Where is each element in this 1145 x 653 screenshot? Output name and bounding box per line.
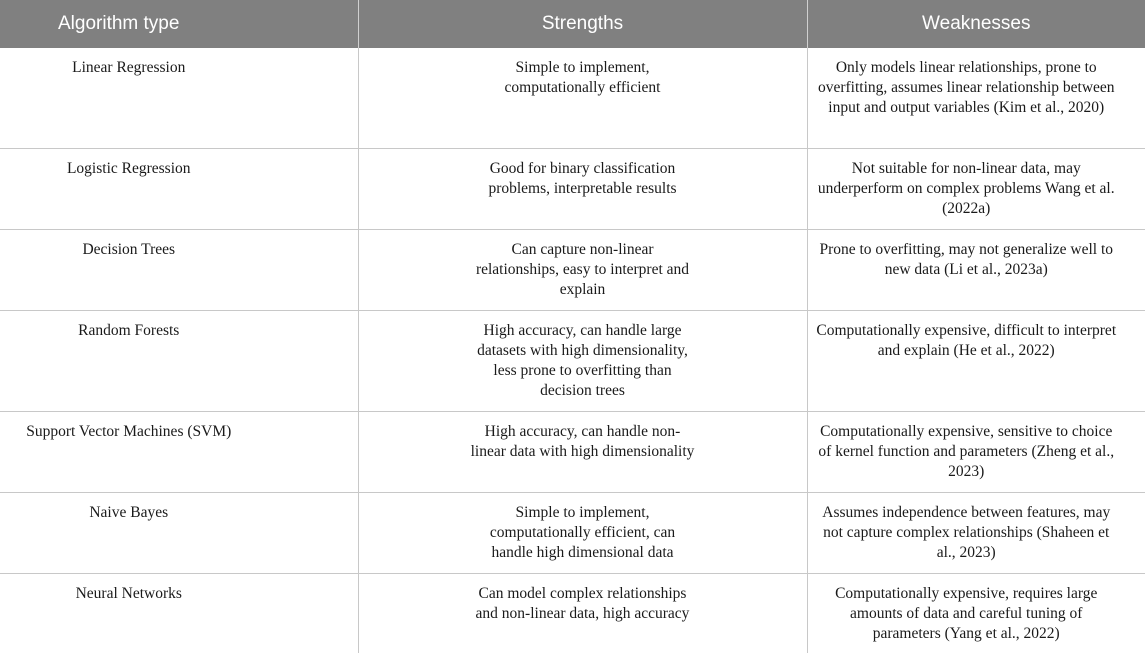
cell-strengths: High accuracy, can handle non-linear data with high dimensionality	[358, 412, 807, 493]
cell-strengths: Can capture non-linear relationships, easy to interpret and explain	[358, 230, 807, 311]
cell-weaknesses: Computationally expensive, sensitive to choice of kernel function and parameters (Zheng et al., 2023)	[807, 412, 1145, 493]
cell-algorithm: Support Vector Machines (SVM)	[0, 412, 358, 493]
cell-weaknesses: Computationally expensive, difficult to interpret and explain (He et al., 2022)	[807, 311, 1145, 412]
table-row	[0, 48, 1145, 149]
table-row	[0, 230, 1145, 311]
cell-algorithm: Logistic Regression	[0, 149, 358, 230]
cell-weaknesses: Only models linear relationships, prone to overfitting, assumes linear relationship between input and output variables (Kim et al., 2020)	[807, 48, 1145, 149]
cell-strengths: High accuracy, can handle large datasets with high dimensionality, less prone to overfitting than decision trees	[358, 311, 807, 412]
table-row	[0, 149, 1145, 230]
table-body	[0, 48, 1145, 653]
table-row	[0, 311, 1145, 412]
header-row	[0, 0, 1145, 48]
cell-weaknesses: Computationally expensive, requires large amounts of data and careful tuning of parameters (Yang et al., 2022)	[807, 574, 1145, 653]
table-row	[0, 412, 1145, 493]
table-header	[0, 0, 1145, 48]
cell-strengths: Simple to implement, computationally efficient, can handle high dimensional data	[358, 493, 807, 574]
cell-algorithm: Decision Trees	[0, 230, 358, 311]
cell-strengths: Can model complex relationships and non-linear data, high accuracy	[358, 574, 807, 653]
header-strengths: Strengths	[358, 0, 807, 48]
cell-algorithm: Linear Regression	[0, 48, 358, 149]
cell-weaknesses: Not suitable for non-linear data, may underperform on complex problems Wang et al. (2022a)	[807, 149, 1145, 230]
table-row	[0, 493, 1145, 574]
cell-algorithm: Random Forests	[0, 311, 358, 412]
cell-strengths: Simple to implement, computationally efficient	[358, 48, 807, 149]
cell-algorithm: Neural Networks	[0, 574, 358, 653]
cell-weaknesses: Assumes independence between features, may not capture complex relationships (Shaheen et al., 2023)	[807, 493, 1145, 574]
table-row	[0, 574, 1145, 653]
cell-algorithm: Naive Bayes	[0, 493, 358, 574]
cell-strengths: Good for binary classification problems, interpretable results	[358, 149, 807, 230]
header-weaknesses: Weaknesses	[807, 0, 1145, 48]
cell-weaknesses: Prone to overfitting, may not generalize well to new data (Li et al., 2023a)	[807, 230, 1145, 311]
header-algorithm-type: Algorithm type	[0, 0, 358, 48]
